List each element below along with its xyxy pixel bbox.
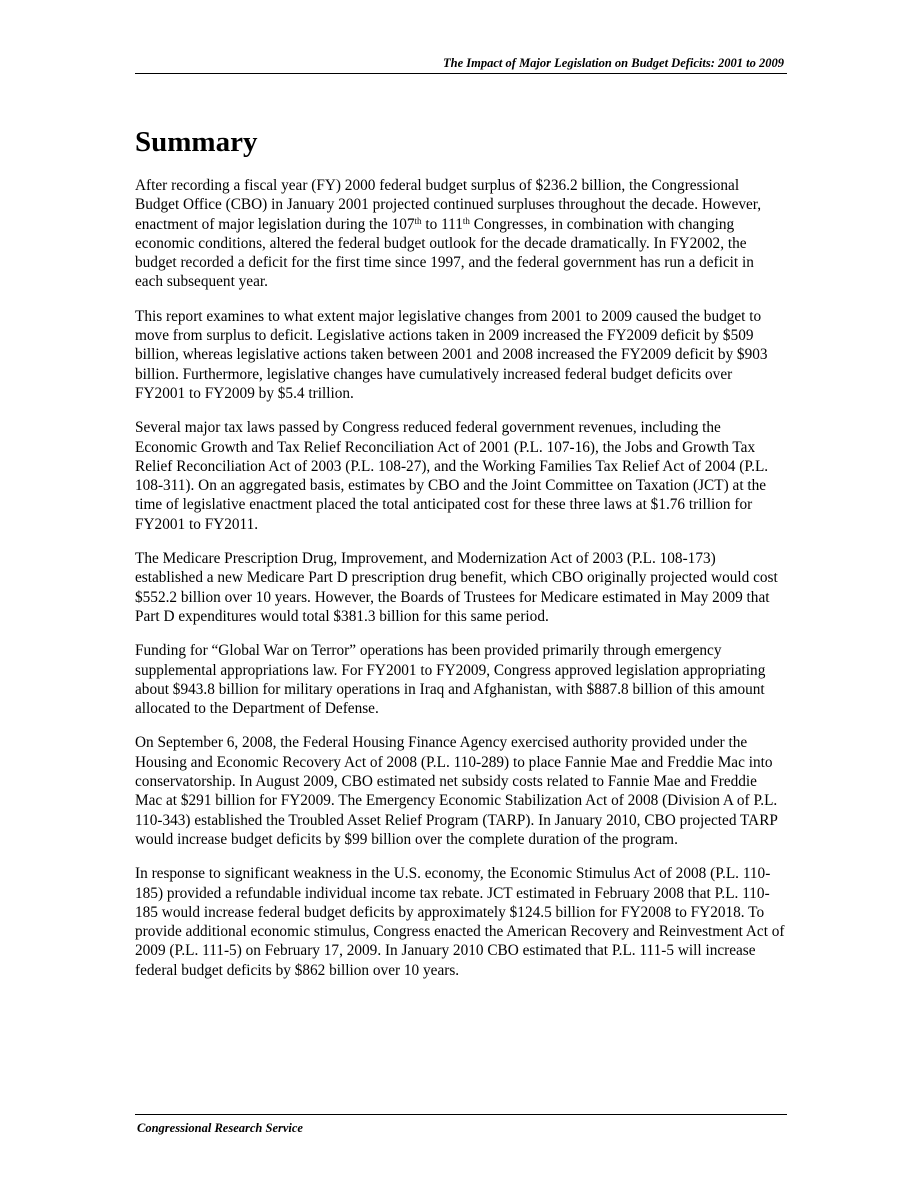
running-title: The Impact of Major Legislation on Budget Deficits: 2001 to 2009 bbox=[443, 56, 784, 70]
page-footer bbox=[135, 1114, 787, 1135]
paragraph-tax-laws: Several major tax laws passed by Congress reduced federal government revenues, including the Economic Growth and Tax Relief Reconciliation Act of 2001 (P.L. 107-16), the Jobs and Growth Tax Relief Reconciliation Act of 2003 (P.L. 108-27), and the Working Families Tax Relief Act of 2004 (P.L. 108-311). On an aggregated basis, estimates by CBO and the Joint Committee on Taxation (JCT) at the time of legislative enactment placed the total anticipated cost for these three laws at $1.76 trillion for FY2001 to FY2011. bbox=[135, 419, 769, 533]
paragraph-war-funding: Funding for “Global War on Terror” operations has been provided primarily through emergency supplemental appropriations law. For FY2001 to FY2009, Congress approved legislation appropriating about $943.8 billion for military operations in Iraq and Afghanistan, with $887.8 billion of this amount allocated to the Department of Defense. bbox=[135, 642, 766, 718]
paragraph-medicare: The Medicare Prescription Drug, Improvement, and Modernization Act of 2003 (P.L. 108-173) established a new Medicare Part D prescription drug benefit, which CBO originally projected would cost $552.2 billion over 10 years. However, the Boards of Trustees for Medicare estimated in May 2009 that Part D expenditures would total $381.3 billion for this same period. bbox=[135, 550, 778, 625]
footer-organization: Congressional Research Service bbox=[137, 1121, 303, 1135]
page-header bbox=[135, 53, 787, 74]
paragraph-overview: After recording a fiscal year (FY) 2000 federal budget surplus of $236.2 billion, the Congressional Budget Office (CBO) in January 2001 projected continued surpluses throughout the decade. However, enactment of major legislation during the 107th to 111th Congresses, in combination with changing economic conditions, altered the federal budget outlook for the decade dramatically. In FY2002, the budget recorded a deficit for the first time since 1997, and the federal government has run a deficit in each subsequent year. bbox=[135, 177, 762, 291]
paragraph-housing-tarp: On September 6, 2008, the Federal Housing Finance Agency exercised authority provided under the Housing and Economic Recovery Act of 2008 (P.L. 110-289) to place Fannie Mae and Freddie Mac into conservatorship. In August 2009, CBO estimated net subsidy costs related to Fannie Mae and Freddie Mac at $291 billion for FY2009. The Emergency Economic Stabilization Act of 2008 (Division A of P.L. 110-343) established the Troubled Asset Relief Program (TARP). In January 2010, CBO projected TARP would increase budget deficits by $99 billion over the complete duration of the program. bbox=[135, 734, 778, 848]
summary-body bbox=[135, 176, 785, 995]
paragraph-report-scope: This report examines to what extent major legislative changes from 2001 to 2009 caused the budget to move from surplus to deficit. Legislative actions taken in 2009 increased the FY2009 deficit by $509 billion, whereas legislative actions taken between 2001 and 2008 increased the FY2009 deficit by $903 billion. Furthermore, legislative changes have cumulatively increased federal budget deficits over FY2001 to FY2009 by $5.4 trillion. bbox=[135, 307, 768, 402]
paragraph-stimulus: In response to significant weakness in the U.S. economy, the Economic Stimulus Act of 2008 (P.L. 110-185) provided a refundable individual income tax rebate. JCT estimated in February 2008 that P.L. 110-185 would increase federal budget deficits by approximately $124.5 billion for FY2008 to FY2018. To provide additional economic stimulus, Congress enacted the American Recovery and Reinvestment Act of 2009 (P.L. 111-5) on February 17, 2009. In January 2010 CBO estimated that P.L. 111-5 will increase federal budget deficits by $862 billion over 10 years. bbox=[135, 865, 785, 979]
summary-heading: Summary bbox=[135, 126, 258, 158]
